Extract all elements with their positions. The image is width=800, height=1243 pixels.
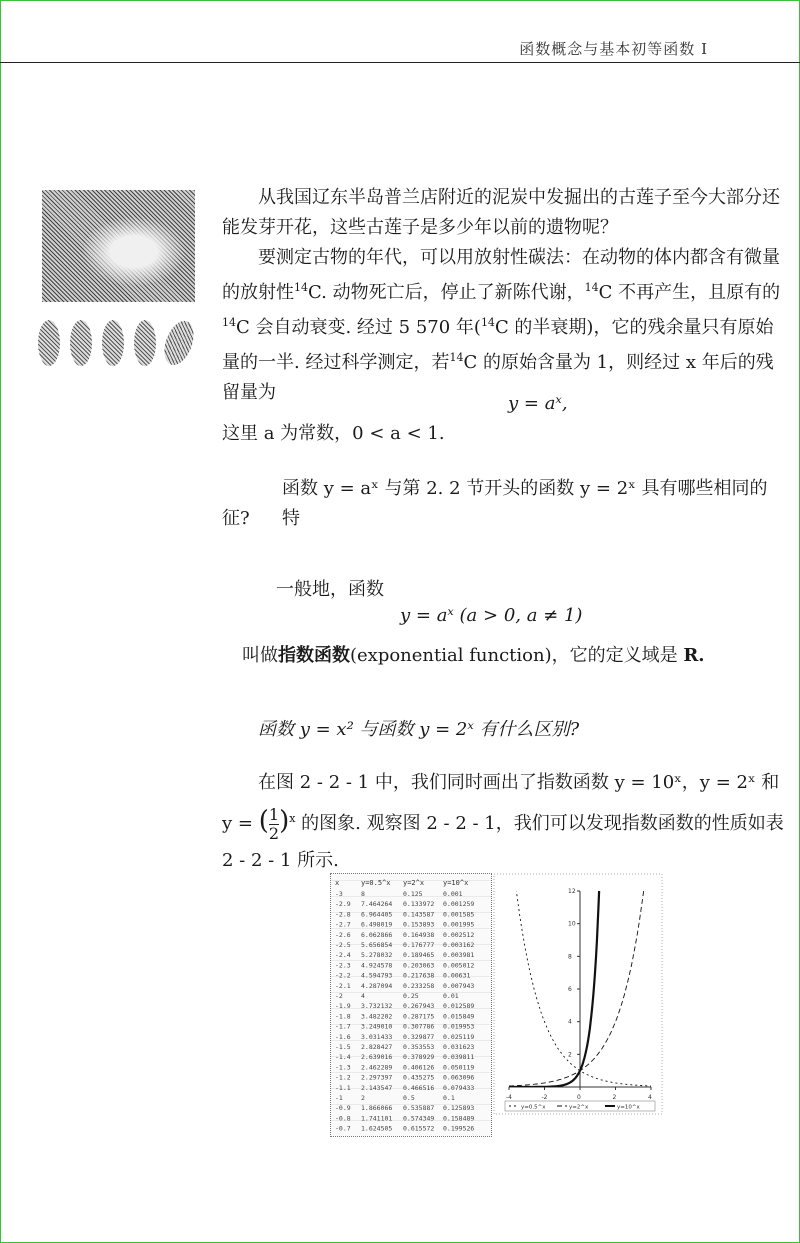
table-cell: -2.7 — [335, 920, 351, 929]
table-cell: -1.1 — [335, 1083, 351, 1092]
table-cell: 1.866066 — [361, 1104, 393, 1113]
question-similarity-line2: 征? — [222, 508, 250, 529]
table-cell: 2.828427 — [361, 1043, 393, 1051]
table-cell: 0.1 — [443, 1094, 455, 1102]
table-cell: -1.8 — [335, 1012, 351, 1021]
x-tick-label: -2 — [541, 1094, 548, 1101]
table-cell: 0.012589 — [443, 1002, 475, 1011]
table-cell: 2.297397 — [361, 1073, 393, 1082]
definition-statement: 叫做指数函数(exponential function)，它的定义域是 R. — [242, 645, 705, 666]
table-cell: 0.435275 — [403, 1073, 435, 1082]
y-tick-label: 4 — [568, 1018, 572, 1026]
exponential-chart — [493, 873, 663, 1135]
table-cell: 0.001259 — [443, 900, 475, 909]
table-header-cell: y=2^x — [403, 879, 425, 887]
table-cell: 8 — [361, 890, 365, 898]
table-cell: 3.249010 — [361, 1022, 393, 1031]
question-difference: 函数 y = x² 与函数 y = 2ˣ 有什么区别? — [258, 719, 580, 740]
y-tick-label: 6 — [568, 986, 572, 993]
table-cell: 0.007943 — [443, 981, 475, 990]
x-tick-label: -4 — [506, 1094, 512, 1101]
y-tick-label: 12 — [568, 888, 576, 895]
x-tick-label: 4 — [648, 1094, 652, 1101]
table-cell: 0.01 — [443, 992, 459, 1000]
term-exponential-function: 指数函数 — [278, 645, 350, 666]
table-cell: 0.5 — [403, 1094, 415, 1102]
y-tick-label: 8 — [568, 953, 572, 961]
table-cell: -2 — [335, 992, 343, 1000]
table-cell: 4.594793 — [361, 971, 393, 980]
table-cell: 0.003162 — [443, 941, 475, 949]
table-cell: 0.176777 — [403, 941, 435, 949]
carbon-dating-paragraph: 要测定古物的年代，可以用放射性碳法：在动物的体内都含有微量的放射性$^{14}$C. 动物死亡后，停止了新陈代谢，$^{14}$C 不再产生，且原有的$^{14}$C 会自动衰变. 经过 5 570 年($^{14}$C 的半衰期)，它的残余量只有原始量的一半. 经过科学测定，若$^{14}$C 的原始含量为 1，则经过 x 年后的残留量为 — [222, 247, 781, 403]
table-cell: 3.732132 — [361, 1002, 393, 1011]
table-cell: -1.7 — [335, 1022, 351, 1031]
table-cell: 0.125893 — [443, 1104, 475, 1113]
table-cell: 0.015849 — [443, 1012, 475, 1021]
table-cell: 5.656854 — [361, 941, 393, 949]
table-cell: 2.143547 — [361, 1083, 393, 1092]
table-cell: -2.3 — [335, 961, 351, 970]
table-cell: 0.031623 — [443, 1043, 475, 1051]
table-cell: 2 — [361, 1094, 365, 1102]
table-cell: 0.353553 — [403, 1043, 435, 1051]
lotus-seeds-photo — [36, 320, 196, 370]
table-cell: 0.466516 — [403, 1083, 435, 1092]
chart-svg — [493, 873, 663, 1135]
table-cell: 0.203063 — [403, 961, 435, 970]
table-cell: 0.574349 — [403, 1114, 435, 1123]
table-cell: 6.498019 — [361, 920, 393, 929]
table-cell: -0.8 — [335, 1114, 351, 1123]
table-cell: -1.6 — [335, 1032, 351, 1041]
intro-paragraph: 从我国辽东半岛普兰店附近的泥炭中发掘出的古莲子至今大部分还能发芽开花，这些古莲子是多少年以前的遗物呢？ — [222, 187, 780, 238]
legend-label: y=2^x — [569, 1104, 589, 1111]
table-cell: 6.964405 — [361, 910, 393, 919]
table-cell: 0.063096 — [443, 1073, 475, 1082]
table-cell: 0.005012 — [443, 961, 475, 970]
table-cell: 0.615572 — [403, 1124, 435, 1133]
figure-text-line1: 在图 2 - 2 - 1 中，我们同时画出了指数函数 y = 10ˣ，y = 2ˣ 和 — [258, 772, 780, 793]
table-cell: 0.189465 — [403, 951, 435, 960]
table-cell: 0.25 — [403, 992, 419, 1000]
table-cell: 0.535887 — [403, 1104, 435, 1113]
table-header-cell: x — [335, 879, 340, 887]
table-cell: 0.025119 — [443, 1032, 475, 1041]
table-cell: 4 — [361, 992, 365, 1000]
table-cell: -2.6 — [335, 930, 351, 939]
table-cell: 0.378929 — [403, 1053, 435, 1062]
table-cell: 0.287175 — [403, 1012, 435, 1021]
table-cell: -0.9 — [335, 1104, 351, 1113]
constant-note: 这里 a 为常数，0 < a < 1. — [222, 423, 445, 444]
table-cell: 0.233258 — [403, 981, 435, 990]
table-header-cell: y=10^x — [443, 879, 469, 887]
decay-formula: y = aˣ, — [508, 393, 568, 414]
spreadsheet-values — [330, 873, 492, 1137]
table-cell: -2.4 — [335, 951, 351, 960]
table-cell: 0.003981 — [443, 951, 475, 960]
table-cell: 3.482202 — [361, 1012, 393, 1021]
table-cell: -1.5 — [335, 1043, 351, 1051]
question-similarity-line1: 函数 y = aˣ 与第 2. 2 节开头的函数 y = 2ˣ 具有哪些相同的特 — [282, 478, 768, 529]
table-cell: 0.199526 — [443, 1124, 475, 1133]
table-cell: 0.001995 — [443, 920, 475, 929]
table-cell: 0.406126 — [403, 1063, 435, 1072]
table-cell: 0.133972 — [403, 900, 435, 909]
series-line-y=10^x — [509, 873, 600, 1087]
table-cell: 0.125 — [403, 890, 423, 898]
table-cell: 0.019953 — [443, 1022, 475, 1031]
table-cell: -2.5 — [335, 941, 351, 949]
table-cell: 0.001585 — [443, 910, 475, 919]
table-header-cell: y=0.5^x — [361, 879, 391, 887]
table-cell: 0.002512 — [443, 930, 475, 939]
x-tick-label: 2 — [612, 1094, 617, 1101]
table-cell: 0.153893 — [403, 920, 435, 929]
table-cell: -1.4 — [335, 1053, 351, 1062]
series-line-y=0.5^x — [513, 873, 652, 1086]
spreadsheet-grid — [331, 874, 491, 1136]
table-cell: 6.062866 — [361, 930, 393, 939]
table-cell: 0.143587 — [403, 910, 435, 919]
table-cell: 4.287094 — [361, 981, 393, 990]
table-cell: 2.639016 — [361, 1053, 393, 1062]
header-rule — [0, 62, 800, 63]
table-cell: 1.624505 — [361, 1124, 393, 1133]
table-cell: 4.924578 — [361, 961, 393, 970]
table-cell: 0.158489 — [443, 1114, 475, 1123]
chart-legend — [505, 1101, 655, 1111]
x-tick-label: 0 — [577, 1094, 581, 1101]
definition-lead: 一般地，函数 — [276, 579, 384, 600]
figure-text-line2: y = ( $\frac{1}{2}$ )$^x$ 的图象. 观察图 2 - 2 - 1，我们可以发现指数函数的性质如表 — [222, 804, 784, 843]
table-cell: -3 — [335, 890, 343, 898]
lotus-flower-photo — [42, 190, 195, 302]
table-cell: -1.9 — [335, 1002, 351, 1011]
figure-text-line3: 2 - 2 - 1 所示. — [222, 850, 339, 871]
table-cell: 0.001 — [443, 890, 463, 898]
table-cell: -1.3 — [335, 1063, 351, 1072]
table-cell: 2.462289 — [361, 1063, 393, 1072]
table-cell: 0.039811 — [443, 1053, 475, 1062]
table-cell: -2.8 — [335, 910, 351, 919]
running-header: 函数概念与基本初等函数 I — [519, 40, 708, 58]
table-cell: -1 — [335, 1094, 343, 1102]
table-cell: 3.031433 — [361, 1032, 393, 1041]
legend-label: y=10^x — [617, 1104, 640, 1111]
table-cell: -0.7 — [335, 1124, 351, 1133]
table-cell: 0.079433 — [443, 1083, 475, 1092]
table-cell: 0.267943 — [403, 1002, 435, 1011]
table-cell: 0.307786 — [403, 1022, 435, 1031]
table-cell: 0.217638 — [403, 971, 435, 980]
table-cell: -2.1 — [335, 981, 351, 990]
table-cell: 7.464264 — [361, 900, 393, 909]
table-cell: 1.741101 — [361, 1114, 393, 1123]
y-tick-label: 2 — [568, 1051, 572, 1059]
table-cell: 0.050119 — [443, 1063, 475, 1072]
table-cell: -2.9 — [335, 900, 351, 909]
definition-formula: y = aˣ (a > 0, a ≠ 1) — [400, 605, 583, 626]
table-cell: 0.329877 — [403, 1032, 435, 1041]
table-cell: 0.164938 — [403, 930, 435, 939]
table-cell: 5.278032 — [361, 951, 393, 960]
table-cell: -1.2 — [335, 1073, 351, 1082]
y-tick-label: 10 — [568, 920, 576, 928]
table-cell: -2.2 — [335, 971, 351, 980]
legend-label: y=0.5^x — [521, 1104, 546, 1111]
table-cell: 0.00631 — [443, 971, 471, 980]
